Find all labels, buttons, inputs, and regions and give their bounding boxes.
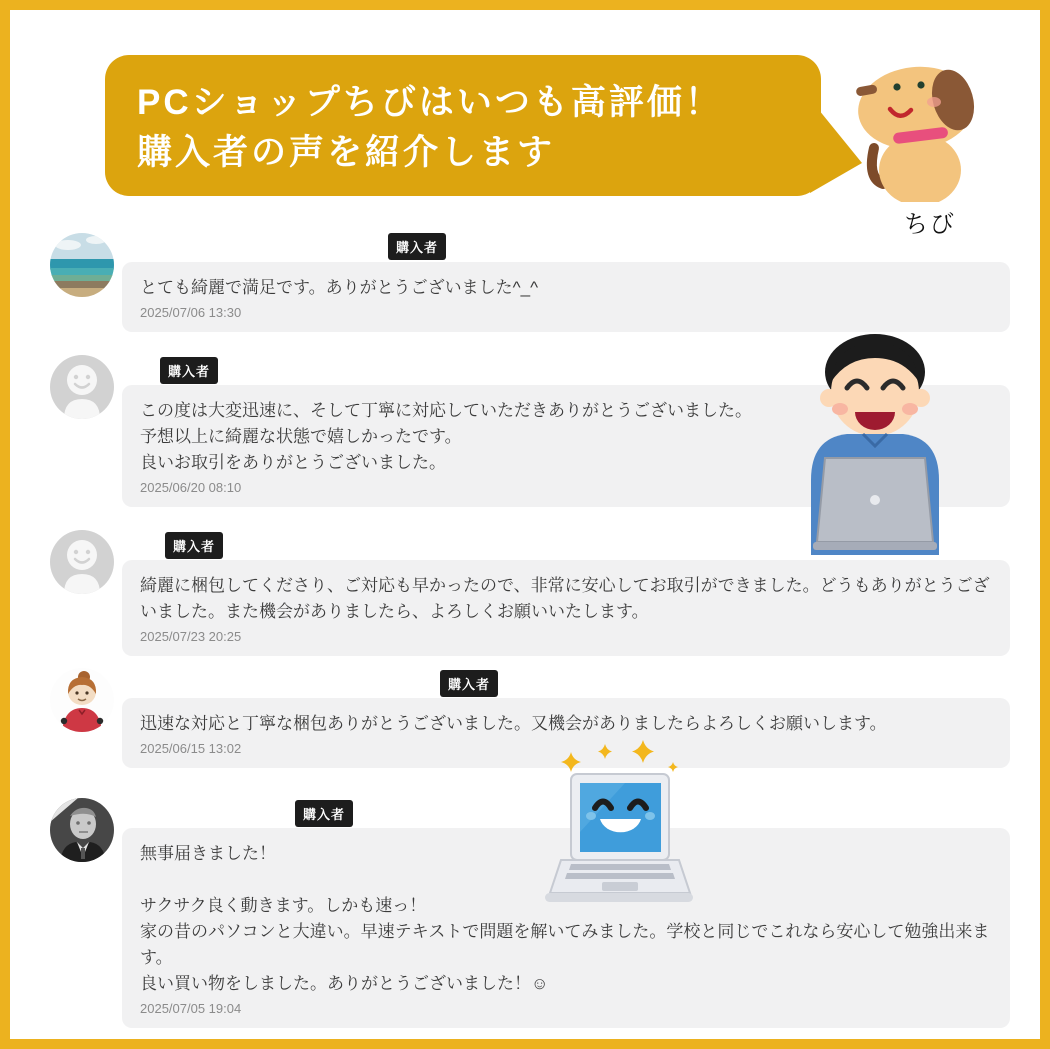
review-text: 予想以上に綺麗な状態で嬉しかったです。 [140, 427, 462, 446]
smiling-laptop-icon [543, 740, 695, 916]
default-person-avatar [50, 355, 114, 419]
buyer-badge: 購入者 [388, 233, 446, 260]
review-text: 家の昔のパソコンと大違い。早速テキストで問題を解いてみました。学校と同じでこれなら安心して勉強出来ます。 [140, 922, 990, 967]
review-date: 2025/06/20 08:10 [140, 480, 242, 495]
header-banner [105, 55, 821, 196]
review-text: サクサク良く動きます。しかも速っ！ [140, 896, 427, 915]
review-text: 良い買い物をしました。ありがとうございました！☺ [140, 974, 549, 993]
review-text: 良いお取引をありがとうございました。 [140, 453, 446, 472]
beach-photo-avatar [50, 233, 114, 297]
review-date: 2025/07/06 13:30 [140, 305, 242, 320]
review-bubble [122, 560, 1010, 656]
review-date: 2025/06/15 13:02 [140, 741, 242, 756]
buyer-badge: 購入者 [440, 670, 498, 697]
review-text: 綺麗に梱包してくださり、ご対応も早かったので、非常に安心してお取引ができました。どうもありがとうございました。また機会がありましたら、よろしくお願いいたします。 [140, 576, 990, 621]
buyer-badge: 購入者 [295, 800, 353, 827]
review-text: この度は大変迅速に、そして丁寧に対応していただきありがとうございました。 [140, 401, 752, 420]
banner-title-line1: PCショップちびはいつも高評価！ [137, 83, 723, 122]
bw-portrait-avatar [50, 798, 114, 862]
happy-man-with-laptop-icon [795, 330, 955, 555]
review-text: 迅速な対応と丁寧な梱包ありがとうございました。又機会がありましたらよろしくお願いします。 [140, 714, 887, 733]
review-text: 無事届きました！ [140, 844, 276, 863]
cartoon-girl-avatar [50, 668, 114, 732]
buyer-badge: 購入者 [160, 357, 218, 384]
mascot-name-label: ちび [904, 211, 956, 238]
review-date: 2025/07/23 20:25 [140, 629, 242, 644]
buyer-badge: 購入者 [165, 532, 223, 559]
review-text: とても綺麗で満足です。ありがとうございました^_^ [140, 278, 539, 297]
review-bubble [122, 262, 1010, 332]
default-person-avatar [50, 530, 114, 594]
banner-title-line2: 購入者の声を紹介します [137, 133, 556, 172]
dog-mascot-icon [845, 58, 995, 202]
review-date: 2025/07/05 19:04 [140, 1001, 242, 1016]
